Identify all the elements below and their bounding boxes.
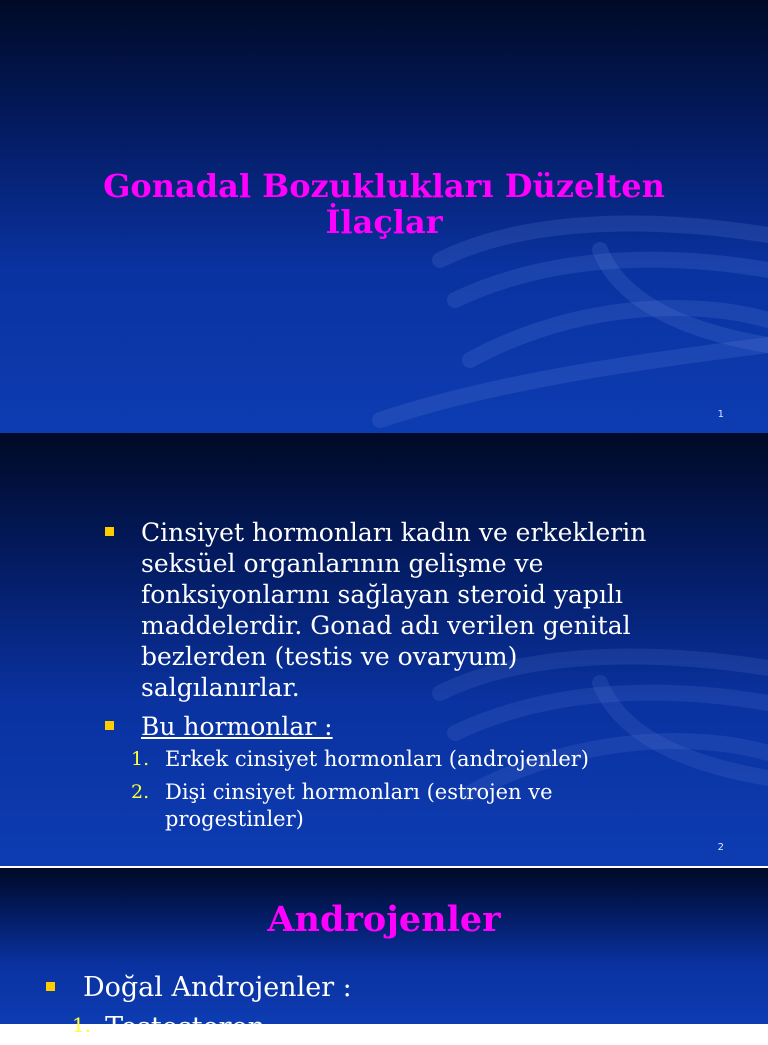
bullet-square-icon [105, 721, 114, 730]
bullet-item [44, 971, 352, 1005]
slide-3-title: Androjenler [267, 899, 501, 940]
slide-2-bullet-list [103, 517, 683, 839]
slide-3 [0, 868, 768, 1043]
item-text: Erkek cinsiyet hormonları (androjenler) [165, 747, 589, 771]
bullet-square-icon [105, 527, 114, 536]
slide-number: 1 [717, 409, 724, 420]
numbered-sublist [131, 746, 683, 833]
bullet-item [103, 517, 683, 703]
slide-1-title-line-2: İlaçlar [325, 203, 443, 241]
item-number: 1. [131, 748, 150, 770]
slide-2 [0, 433, 768, 866]
bullet-text: Cinsiyet hormonları kadın ve erkeklerin seksüel organlarının gelişme ve fonksiyonlarını sağlayan steroid yapılı maddelerdir. Gonad adı verilen genital bezlerden (testis ve ovaryum) salgılanırlar. [141, 518, 647, 702]
item-text: Dişi cinsiyet hormonları (estrojen ve progestinler) [165, 780, 553, 831]
slide-1-title [40, 168, 728, 240]
bullet-text: Doğal Androjenler : [83, 972, 352, 1003]
bullet-square-icon [46, 982, 55, 991]
numbered-item [131, 779, 683, 833]
item-number: 1. [72, 1013, 92, 1037]
slide-3-bullet-list [44, 971, 352, 1005]
item-text: Testosteron [105, 1012, 266, 1043]
numbered-item [131, 746, 683, 773]
bullet-text: Bu hormonlar : [141, 712, 333, 741]
slide-1-title-line-1: Gonadal Bozuklukları Düzelten [103, 167, 665, 205]
bullet-item [103, 711, 683, 742]
item-number: 2. [131, 781, 150, 803]
slide-1 [0, 0, 768, 433]
numbered-item [72, 1008, 265, 1045]
slide-number: 2 [717, 842, 724, 853]
